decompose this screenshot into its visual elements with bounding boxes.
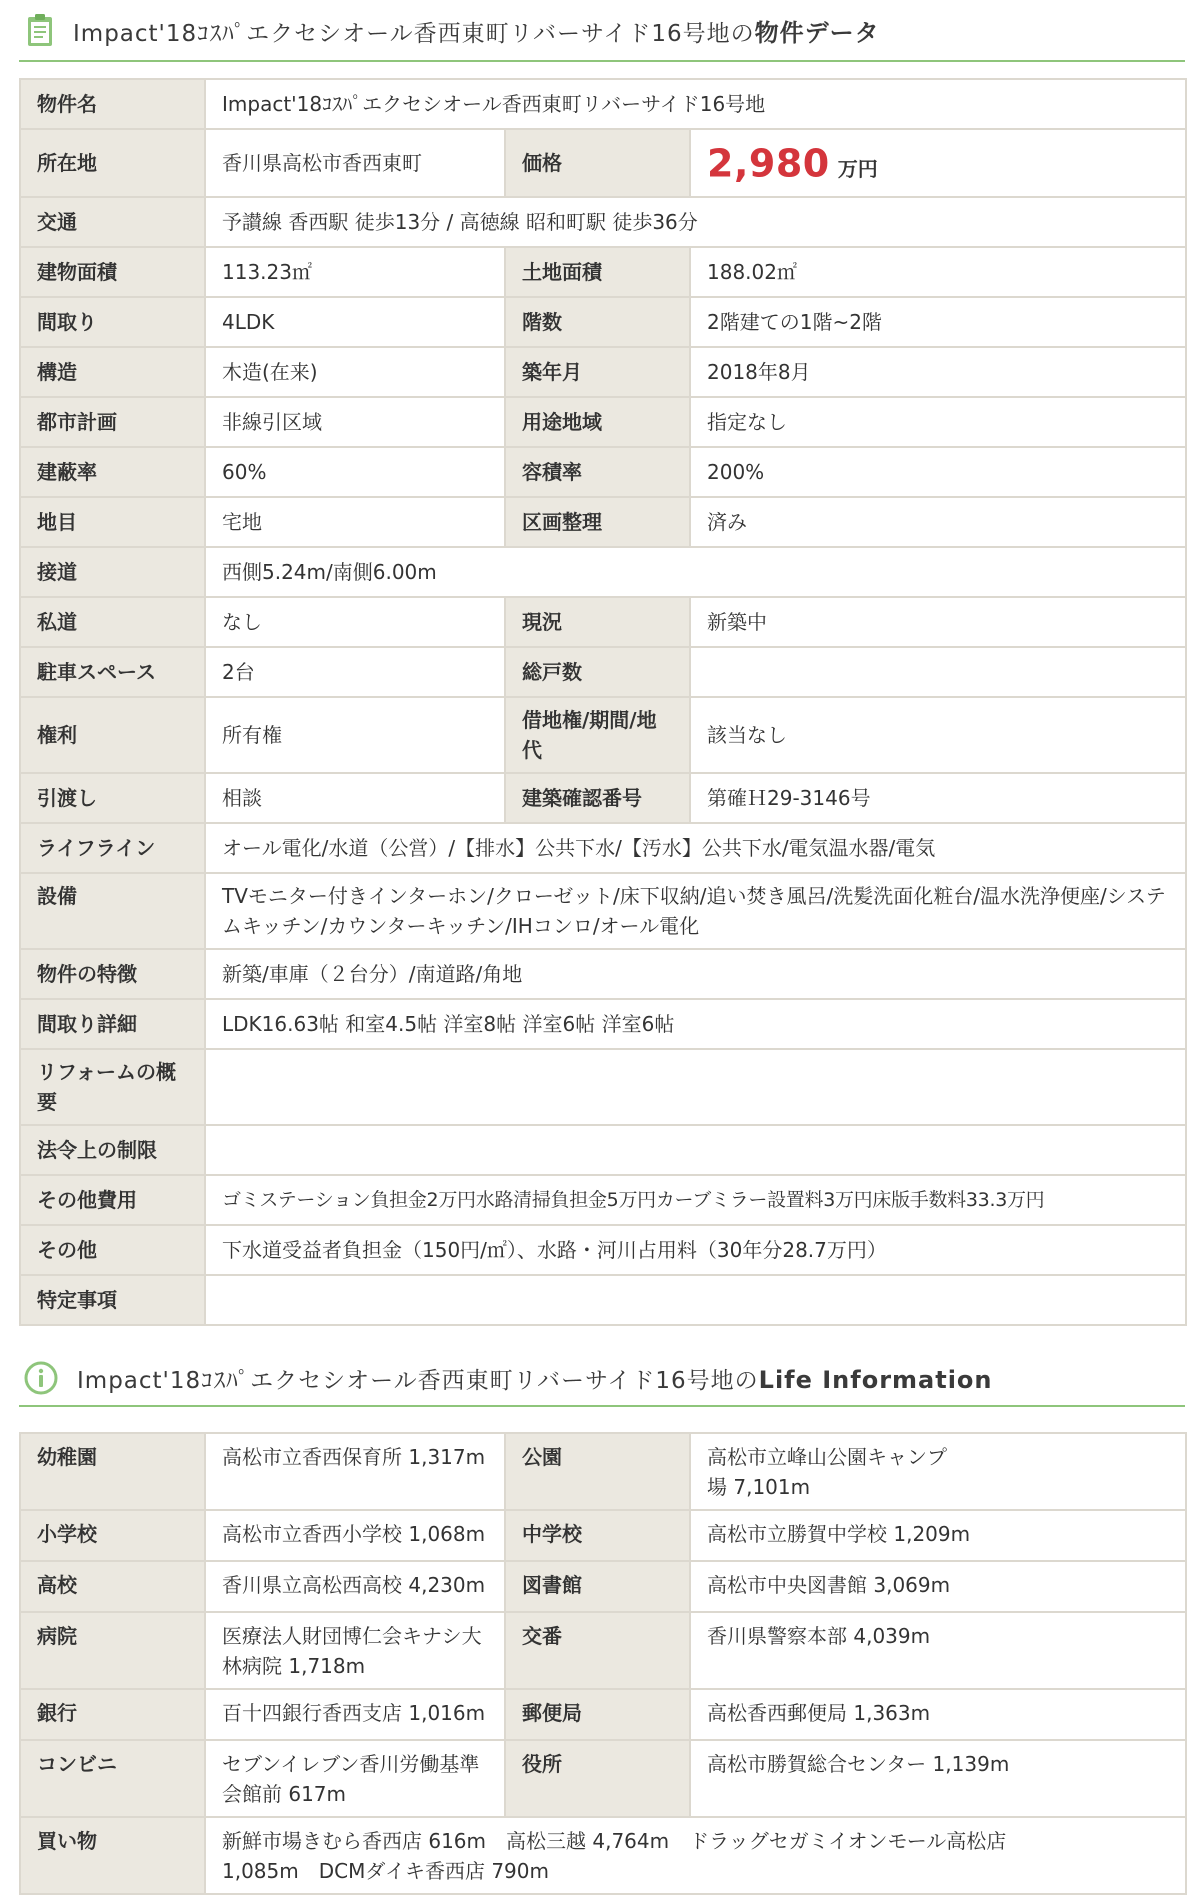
table-row [20,247,1186,297]
section-title [77,1362,993,1395]
table-row [20,773,1186,823]
parking-value: 2台 [205,647,505,697]
hospital-value: 医療法人財団博仁会キナシ大林病院 1,718m [205,1612,505,1689]
rights-value: 所有権 [205,697,505,773]
table-row [20,647,1186,697]
row-label: 土地面積 [505,247,690,297]
row-label: ライフライン [20,823,205,873]
row-label: 引渡し [20,773,205,823]
elementary-value: 高松市立香西小学校 1,068m [205,1510,505,1561]
row-label: 特定事項 [20,1275,205,1325]
park-value: 高松市立峰山公園キャンプ場 7,101m [690,1433,1186,1510]
row-label: その他費用 [20,1175,205,1225]
property-name-value: Impact'18ｺｽﾊﾟエクセシオール香西東町リバーサイド16号地 [205,79,1186,129]
price-unit: 万円 [837,156,878,181]
row-label: 幼稚園 [20,1433,205,1510]
post-value: 高松香西郵便局 1,363m [690,1689,1186,1740]
convenience-value: セブンイレブン香川労働基準会館前 617m [205,1740,505,1817]
row-label: 地目 [20,497,205,547]
row-label: 中学校 [505,1510,690,1561]
table-row [20,1433,1186,1510]
table-row [20,447,1186,497]
section-title-bold: Life Information [758,1365,993,1394]
city-office-value: 高松市勝賀総合センター 1,139m [690,1740,1186,1817]
life-information-header [19,1351,1185,1407]
row-label: 所在地 [20,129,205,197]
shopping-value: 新鮮市場きむら香西店 616m 高松三越 4,764m ドラッグセガミイオンモール高松店 1,085m DCMダイキ香西店 790m [205,1817,1186,1894]
clipboard-icon [25,11,55,49]
kindergarten-value: 高松市立香西保育所 1,317m [205,1433,505,1510]
row-label: 買い物 [20,1817,205,1894]
row-label: 容積率 [505,447,690,497]
land-area-value: 188.02㎡ [690,247,1186,297]
building-area-value: 113.23㎡ [205,247,505,297]
row-label: 現況 [505,597,690,647]
row-label: 設備 [20,873,205,949]
coverage-value: 60% [205,447,505,497]
section-title-prefix: Impact'18ｺｽﾊﾟエクセシオール香西東町リバーサイド16号地の [73,20,755,47]
table-row [20,1689,1186,1740]
other-costs-value: ゴミステーション負担金2万円水路清掃負担金5万円カーブミラー設置料3万円床版手数料33.3万円 [205,1175,1186,1225]
row-label: 建築確認番号 [505,773,690,823]
row-label: 物件の特徴 [20,949,205,999]
row-label: 物件名 [20,79,205,129]
table-row [20,347,1186,397]
row-label: リフォームの概要 [20,1049,205,1125]
row-label: 区画整理 [505,497,690,547]
reform-value [205,1049,1186,1125]
road-value: 西側5.24m/南側6.00m [205,547,1186,597]
row-label: 価格 [505,129,690,197]
layout-detail-value: LDK16.63帖 和室4.5帖 洋室8帖 洋室6帖 洋室6帖 [205,999,1186,1049]
table-row [20,397,1186,447]
land-category-value: 宅地 [205,497,505,547]
built-value: 2018年8月 [690,347,1186,397]
property-data-table [19,78,1187,1326]
table-row [20,949,1186,999]
row-label: 病院 [20,1612,205,1689]
other-value: 下水道受益者負担金（150円/㎡）、水路・河川占用料（30年分28.7万円） [205,1225,1186,1275]
leasehold-value: 該当なし [690,697,1186,773]
table-row [20,497,1186,547]
table-row [20,1510,1186,1561]
features-value: 新築/車庫（２台分）/南道路/角地 [205,949,1186,999]
row-label: 図書館 [505,1561,690,1612]
zoning-value: 指定なし [690,397,1186,447]
table-row [20,197,1186,247]
transport-value: 予讃線 香西駅 徒歩13分 / 高徳線 昭和町駅 徒歩36分 [205,197,1186,247]
structure-value: 木造(在来) [205,347,505,397]
row-label: 小学校 [20,1510,205,1561]
table-row [20,79,1186,129]
table-row [20,1225,1186,1275]
table-row [20,823,1186,873]
equipment-value: TVモニター付きインターホン/クローゼット/床下収納/追い焚き風呂/洗髪洗面化粧台/温水洗浄便座/システムキッチン/カウンターキッチン/IHコンロ/オール電化 [205,873,1186,949]
row-label: 建物面積 [20,247,205,297]
table-row [20,873,1186,949]
police-value: 香川県警察本部 4,039m [690,1612,1186,1689]
table-row [20,597,1186,647]
row-label: 間取り詳細 [20,999,205,1049]
table-row [20,1275,1186,1325]
far-value: 200% [690,447,1186,497]
row-label: 郵便局 [505,1689,690,1740]
table-row [20,697,1186,773]
life-information-table [19,1432,1187,1895]
row-label: 建蔽率 [20,447,205,497]
row-label: 私道 [20,597,205,647]
table-row [20,297,1186,347]
status-value: 新築中 [690,597,1186,647]
row-label: コンビニ [20,1740,205,1817]
page-content [19,0,1185,1895]
row-label: 役所 [505,1740,690,1817]
handover-value: 相談 [205,773,505,823]
bank-value: 百十四銀行香西支店 1,016m [205,1689,505,1740]
table-row [20,1740,1186,1817]
library-value: 高松市中央図書館 3,069m [690,1561,1186,1612]
row-label: 築年月 [505,347,690,397]
lifeline-value: オール電化/水道（公営）/【排水】公共下水/【汚水】公共下水/電気温水器/電気 [205,823,1186,873]
junior-high-value: 高松市立勝賀中学校 1,209m [690,1510,1186,1561]
city-plan-value: 非線引区域 [205,397,505,447]
address-value: 香川県高松市香西東町 [205,129,505,197]
row-label: 高校 [20,1561,205,1612]
row-label: 構造 [20,347,205,397]
price-amount: 2,980 [707,141,830,186]
row-label: その他 [20,1225,205,1275]
table-row [20,547,1186,597]
table-row [20,999,1186,1049]
row-label: 接道 [20,547,205,597]
table-row [20,1125,1186,1175]
specific-value [205,1275,1186,1325]
row-label: 総戸数 [505,647,690,697]
info-icon [23,1360,59,1396]
row-label: 階数 [505,297,690,347]
section-title [73,13,880,48]
row-label: 借地権/期間/地代 [505,697,690,773]
row-label: 法令上の制限 [20,1125,205,1175]
row-label: 交番 [505,1612,690,1689]
section-title-prefix: Impact'18ｺｽﾊﾟエクセシオール香西東町リバーサイド16号地の [77,1367,759,1394]
row-label: 銀行 [20,1689,205,1740]
row-label: 交通 [20,197,205,247]
readjustment-value: 済み [690,497,1186,547]
section-title-bold: 物件データ [754,18,880,47]
units-value [690,647,1186,697]
table-row [20,1817,1186,1894]
price-cell [690,129,1186,197]
layout-value: 4LDK [205,297,505,347]
table-row [20,1561,1186,1612]
row-label: 権利 [20,697,205,773]
private-road-value: なし [205,597,505,647]
property-data-header [19,0,1185,62]
legal-value [205,1125,1186,1175]
table-row [20,1175,1186,1225]
table-row [20,129,1186,197]
row-label: 駐車スペース [20,647,205,697]
row-label: 公園 [505,1433,690,1510]
floors-value: 2階建ての1階~2階 [690,297,1186,347]
table-row [20,1612,1186,1689]
high-school-value: 香川県立高松西高校 4,230m [205,1561,505,1612]
row-label: 都市計画 [20,397,205,447]
row-label: 用途地域 [505,397,690,447]
table-row [20,1049,1186,1125]
row-label: 間取り [20,297,205,347]
confirmation-value: 第確Ｈ29-3146号 [690,773,1186,823]
